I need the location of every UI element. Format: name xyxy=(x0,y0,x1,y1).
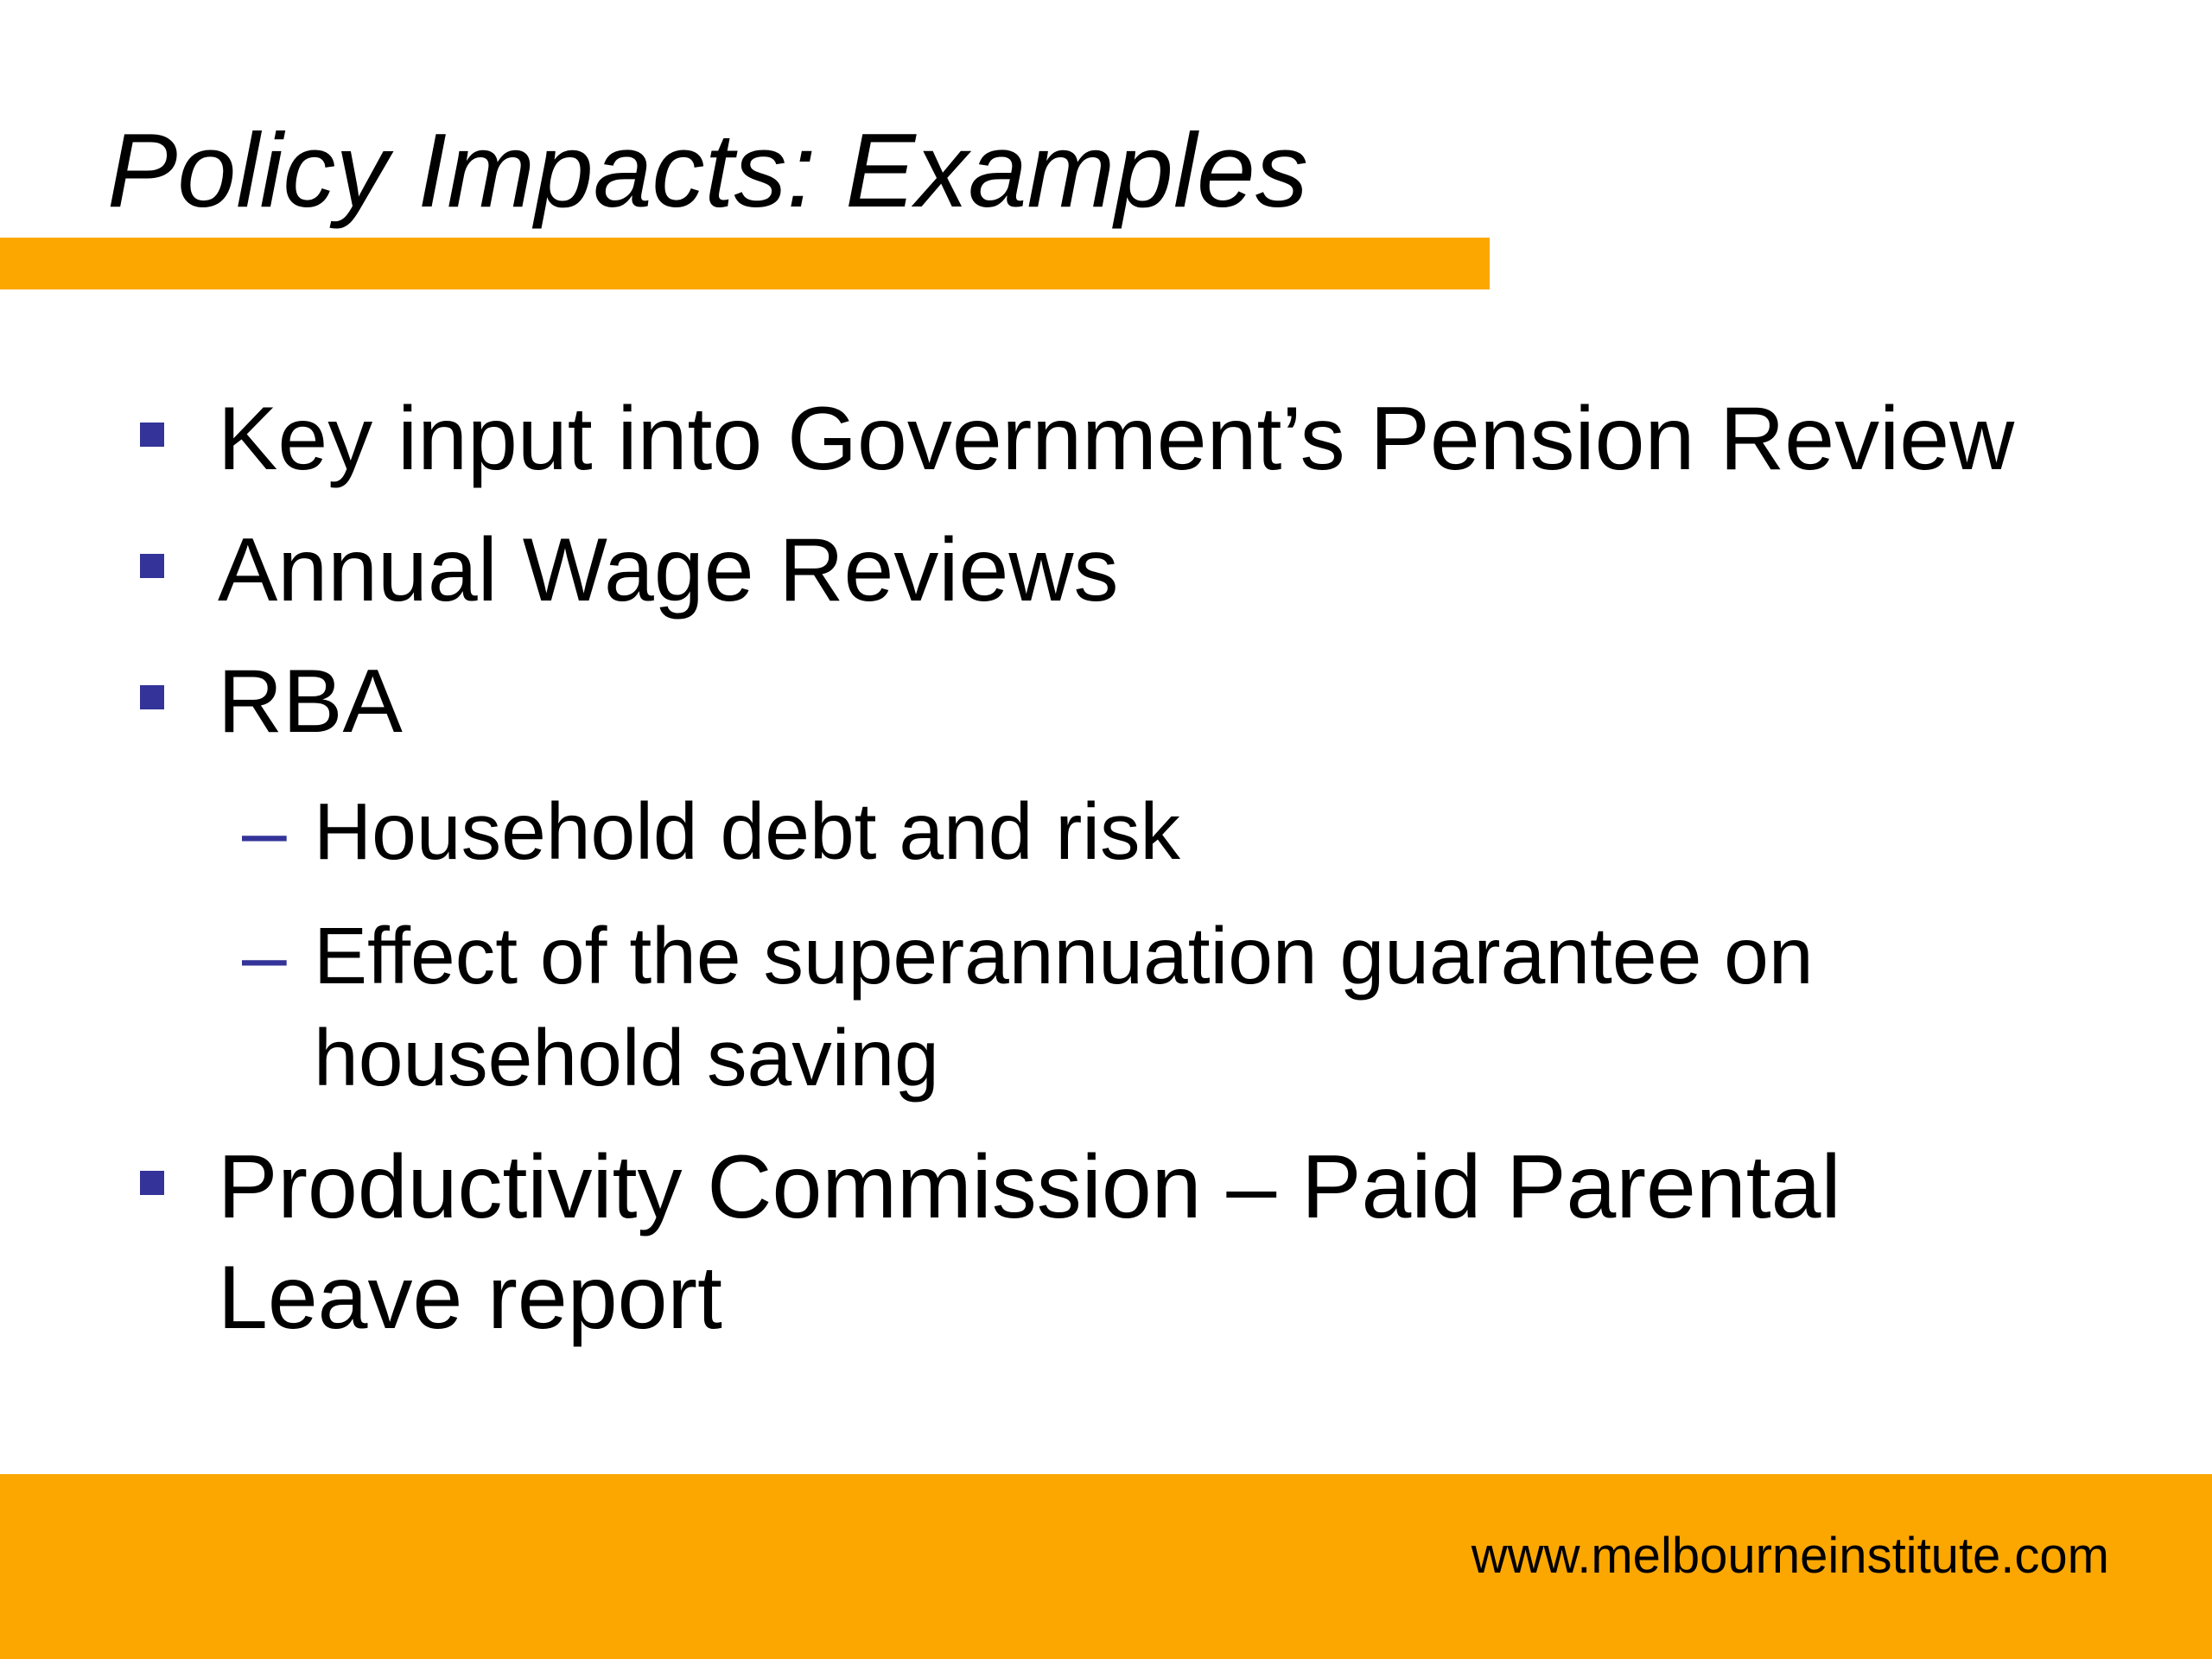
sub-bullet-superannuation-continued xyxy=(314,1007,939,1109)
square-bullet-icon xyxy=(140,423,164,447)
bullet-item-pension-review xyxy=(218,384,2014,494)
square-bullet-icon xyxy=(140,685,164,709)
bullet-text: Key input into Government’s Pension Review xyxy=(218,389,2015,489)
sub-bullet-text: Household debt and risk xyxy=(314,786,1180,876)
footer-url: www.melbourneinstitute.com xyxy=(1471,1528,2109,1584)
sub-bullet-superannuation xyxy=(242,905,1814,1007)
slide-title: Policy Impacts: Examples xyxy=(107,111,1308,229)
bullet-text: Leave report xyxy=(218,1248,722,1348)
bullet-text: Productivity Commission – Paid Parental xyxy=(218,1137,1841,1237)
dash-bullet-icon: – xyxy=(242,786,287,876)
square-bullet-icon xyxy=(140,554,164,578)
bullet-text: Annual Wage Reviews xyxy=(218,520,1119,620)
sub-bullet-text: household saving xyxy=(314,1013,939,1103)
sub-bullet-text: Effect of the superannuation guarantee on xyxy=(314,911,1814,1001)
square-bullet-icon xyxy=(140,1171,164,1195)
bullet-text: RBA xyxy=(218,652,403,752)
bullet-item-wage-reviews xyxy=(218,515,1118,626)
bullet-item-rba xyxy=(218,646,403,757)
bullet-item-productivity-commission xyxy=(218,1132,1841,1243)
dash-bullet-icon: – xyxy=(242,911,287,1001)
bullet-item-productivity-commission-continued xyxy=(218,1243,722,1353)
sub-bullet-household-debt xyxy=(242,780,1180,882)
